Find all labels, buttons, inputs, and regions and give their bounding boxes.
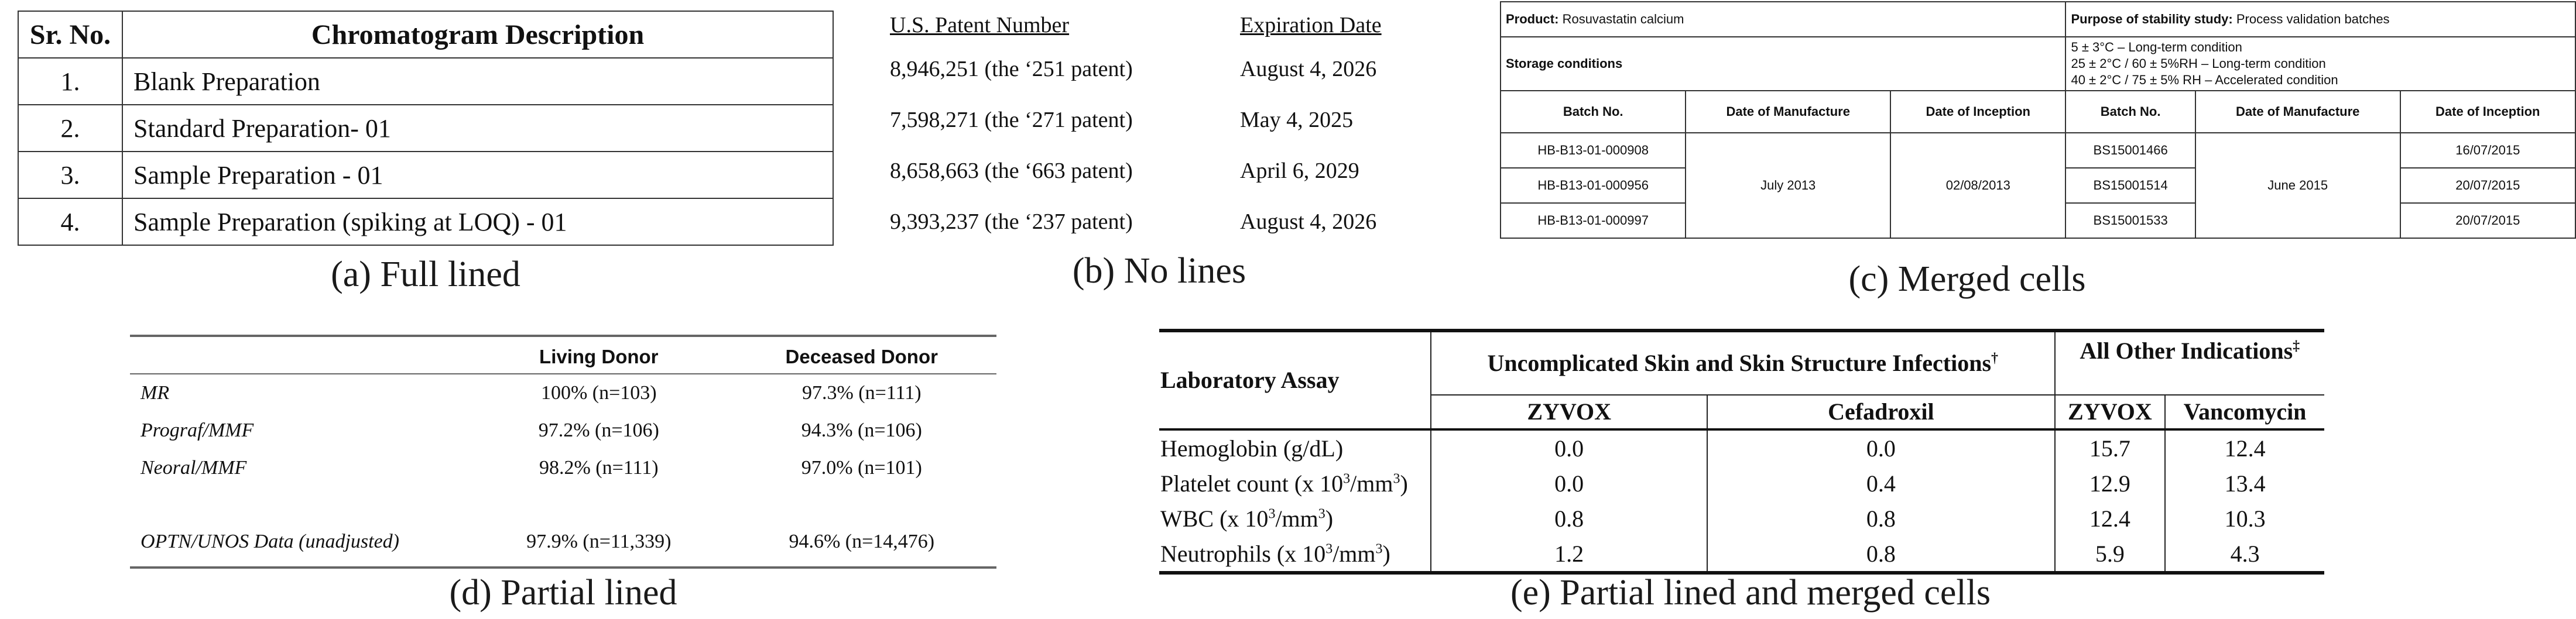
- label-text: /mm: [1275, 505, 1318, 532]
- storage-line: 40 ± 2°C / 75 ± 5% RH – Accelerated condition: [2071, 73, 2338, 87]
- table-cell: BS15001466: [2065, 133, 2195, 168]
- table-cell: [1159, 501, 1431, 536]
- header-cell: Date of Inception: [1890, 91, 2065, 133]
- purpose-label: Purpose of stability study:: [2071, 12, 2233, 26]
- table-cell: 0.0: [1431, 429, 1707, 466]
- header-cell: Living Donor: [471, 341, 727, 374]
- caption-b: (b) No lines: [1072, 251, 1246, 291]
- header-cell: Date of Manufacture: [2195, 91, 2400, 133]
- header-cell: Deceased Donor: [727, 341, 996, 374]
- table-row: [18, 105, 833, 152]
- panel-c-merged-cells: [1500, 1, 2576, 239]
- bottom-rule: [130, 566, 996, 569]
- label-text: WBC (x 10: [1160, 505, 1269, 532]
- storage-line: 5 ± 3°C – Long-term condition: [2071, 40, 2242, 54]
- label-text: Neutrophils (x 10: [1160, 540, 1326, 567]
- table-row: [890, 94, 1382, 145]
- product-label: Product:: [1506, 12, 1559, 26]
- subheader-cell: ZYVOX: [2055, 395, 2166, 429]
- group-header-mark: ‡: [2293, 338, 2300, 354]
- table-cell: 15.7: [2055, 429, 2166, 466]
- table-cell: 4.3: [2230, 540, 2260, 567]
- purpose-value: Process validation batches: [2236, 12, 2390, 26]
- header-cell: Sr. No.: [18, 11, 122, 58]
- header-cell: Batch No.: [1501, 91, 1686, 133]
- table-row: [1159, 429, 2324, 466]
- table-cell: 94.6% (n=14,476): [789, 531, 935, 552]
- header-cell: Batch No.: [2065, 91, 2195, 133]
- table-cell: 0.8: [1707, 501, 2054, 536]
- table-cell: 97.2% (n=106): [538, 419, 659, 441]
- table-row: [18, 58, 833, 105]
- table-cell: 7,598,271 (the ‘271 patent): [890, 107, 1133, 132]
- table-cell: 1.2: [1431, 536, 1707, 571]
- table-cell: 0.4: [1707, 466, 2054, 501]
- label-text: /mm: [1350, 470, 1393, 497]
- table-cell: Sample Preparation (spiking at LOQ) - 01: [122, 198, 833, 245]
- table-cell: HB-B13-01-000956: [1501, 168, 1686, 203]
- table-cell: 16/07/2015: [2400, 133, 2575, 168]
- table-partial-lined: [130, 341, 996, 560]
- label-text: /mm: [1332, 540, 1376, 567]
- table-partial-lined-merged: [1159, 332, 2324, 571]
- caption-c: (c) Merged cells: [1848, 259, 2086, 299]
- table-cell: 20/07/2015: [2400, 203, 2575, 238]
- header-cell: Date of Manufacture: [1686, 91, 1890, 133]
- table-cell: 1.: [18, 58, 122, 105]
- table-cell: 5.9: [2055, 536, 2166, 571]
- merged-cell: 02/08/2013: [1890, 133, 2065, 238]
- superscript: 3: [1268, 506, 1276, 522]
- caption-a: (a) Full lined: [331, 255, 520, 294]
- table-cell: 10.3: [2224, 505, 2266, 532]
- table-row: [18, 198, 833, 245]
- table-cell: 0.0: [1707, 429, 2054, 466]
- table-row: [1501, 37, 2575, 91]
- table-cell: 13.4: [2224, 470, 2266, 497]
- header-cell: Expiration Date: [1240, 13, 1382, 37]
- table-cell: 97.9% (n=11,339): [526, 531, 672, 552]
- table-row: [130, 412, 996, 449]
- table-row: [890, 145, 1382, 196]
- table-cell: 0.8: [1707, 536, 2054, 571]
- table-cell: Sample Preparation - 01: [122, 152, 833, 198]
- label-text: Platelet count (x 10: [1160, 470, 1344, 497]
- table-merged-cells: [1500, 1, 2576, 239]
- table-cell: HB-B13-01-000908: [1501, 133, 1686, 168]
- header-cell: [130, 341, 471, 374]
- table-cell: BS15001514: [2065, 168, 2195, 203]
- group-header-text: All Other Indications: [2080, 338, 2293, 364]
- panel-e-partial-lined-merged: [1159, 329, 2324, 575]
- merged-cell: July 2013: [1686, 133, 1890, 238]
- spacer-row: [130, 487, 996, 523]
- table-cell: Hemoglobin (g/dL): [1159, 429, 1431, 466]
- caption-d: (d) Partial lined: [449, 573, 677, 613]
- table-cell: April 6, 2029: [1240, 158, 1359, 183]
- table-cell: 4.: [18, 198, 122, 245]
- table-row: [1501, 133, 2575, 168]
- header-cell: Date of Inception: [2400, 91, 2575, 133]
- table-header-row: [1501, 91, 2575, 133]
- header-cell: U.S. Patent Number: [890, 13, 1070, 37]
- label-text: ): [1382, 540, 1390, 567]
- superscript: 3: [1325, 541, 1333, 557]
- table-row: [1501, 2, 2575, 37]
- table-cell: May 4, 2025: [1240, 107, 1354, 132]
- table-cell: 12.4: [2224, 435, 2266, 462]
- product-value: Rosuvastatin calcium: [1562, 12, 1684, 26]
- superscript: 3: [1375, 541, 1383, 557]
- table-cell: 94.3% (n=106): [801, 419, 922, 441]
- product-cell: [1501, 2, 2065, 37]
- table-row: [890, 43, 1382, 94]
- caption-e: (e) Partial lined and merged cells: [1510, 573, 1991, 613]
- table-cell: 20/07/2015: [2400, 168, 2575, 203]
- table-row: [890, 196, 1382, 247]
- table-header-row: [1159, 332, 2324, 395]
- table-cell: August 4, 2026: [1240, 209, 1377, 234]
- subheader-cell: ZYVOX: [1431, 395, 1707, 429]
- panel-a-full-lined: [18, 11, 834, 246]
- label-text: ): [1325, 505, 1334, 532]
- table-cell: Blank Preparation: [122, 58, 833, 105]
- storage-conditions-cell: [2065, 37, 2575, 91]
- subheader-cell: Vancomycin: [2165, 395, 2324, 429]
- group-header-mark: †: [1991, 350, 1999, 366]
- storage-label-cell: [1501, 37, 2065, 91]
- table-cell: Standard Preparation- 01: [122, 105, 833, 152]
- table-cell: 97.0% (n=101): [801, 457, 922, 479]
- superscript: 3: [1343, 471, 1351, 487]
- table-row: [130, 523, 996, 560]
- merged-cell: June 2015: [2195, 133, 2400, 238]
- table-row: [18, 152, 833, 198]
- superscript: 3: [1393, 471, 1400, 487]
- table-cell: 2.: [18, 105, 122, 152]
- table-cell: 98.2% (n=111): [539, 457, 659, 479]
- table-cell: 8,658,663 (the ‘663 patent): [890, 158, 1133, 183]
- table-cell: 12.9: [2055, 466, 2166, 501]
- table-cell: 12.4: [2055, 501, 2166, 536]
- table-cell: 9,393,237 (the ‘237 patent): [890, 209, 1133, 234]
- table-cell: BS15001533: [2065, 203, 2195, 238]
- table-cell: [1159, 466, 1431, 501]
- table-header-row: [18, 11, 833, 58]
- table-cell: 8,946,251 (the ‘251 patent): [890, 56, 1133, 81]
- table-cell: [1159, 536, 1431, 571]
- table-full-lined: [18, 11, 834, 246]
- table-cell: 100% (n=103): [540, 382, 657, 404]
- header-cell: Chromatogram Description: [122, 11, 833, 58]
- table-cell: August 4, 2026: [1240, 56, 1377, 81]
- storage-line: 25 ± 2°C / 60 ± 5%RH – Long-term condition: [2071, 56, 2326, 71]
- table-row: [1159, 466, 2324, 501]
- table-no-lines: [890, 7, 1382, 247]
- table-cell: 97.3% (n=111): [801, 382, 922, 404]
- group-header-cell: [2055, 332, 2324, 395]
- table-row: [1159, 536, 2324, 571]
- table-cell: HB-B13-01-000997: [1501, 203, 1686, 238]
- subheader-cell: Cefadroxil: [1707, 395, 2054, 429]
- table-cell: Neoral/MMF: [141, 457, 247, 479]
- top-rule: [130, 335, 996, 337]
- label-text: ): [1400, 470, 1408, 497]
- group-header-text: Uncomplicated Skin and Skin Structure Infections: [1487, 350, 1992, 376]
- table-header-row: [130, 341, 996, 374]
- table-header-row: [890, 7, 1382, 43]
- purpose-cell: [2065, 2, 2575, 37]
- superscript: 3: [1318, 506, 1325, 522]
- storage-label: Storage conditions: [1506, 56, 1623, 71]
- header-cell: Laboratory Assay: [1159, 332, 1431, 429]
- panel-b-no-lines: [890, 7, 1382, 247]
- table-row: [130, 449, 996, 487]
- table-row: [130, 374, 996, 412]
- table-cell: 0.0: [1431, 466, 1707, 501]
- table-cell: 0.8: [1431, 501, 1707, 536]
- panel-d-partial-lined: [130, 335, 996, 569]
- table-cell: Prograf/MMF: [141, 419, 254, 441]
- table-cell: 3.: [18, 152, 122, 198]
- table-row: [1159, 501, 2324, 536]
- table-cell: MR: [141, 382, 170, 404]
- table-cell: OPTN/UNOS Data (unadjusted): [141, 531, 399, 552]
- group-header-cell: [1431, 332, 2055, 395]
